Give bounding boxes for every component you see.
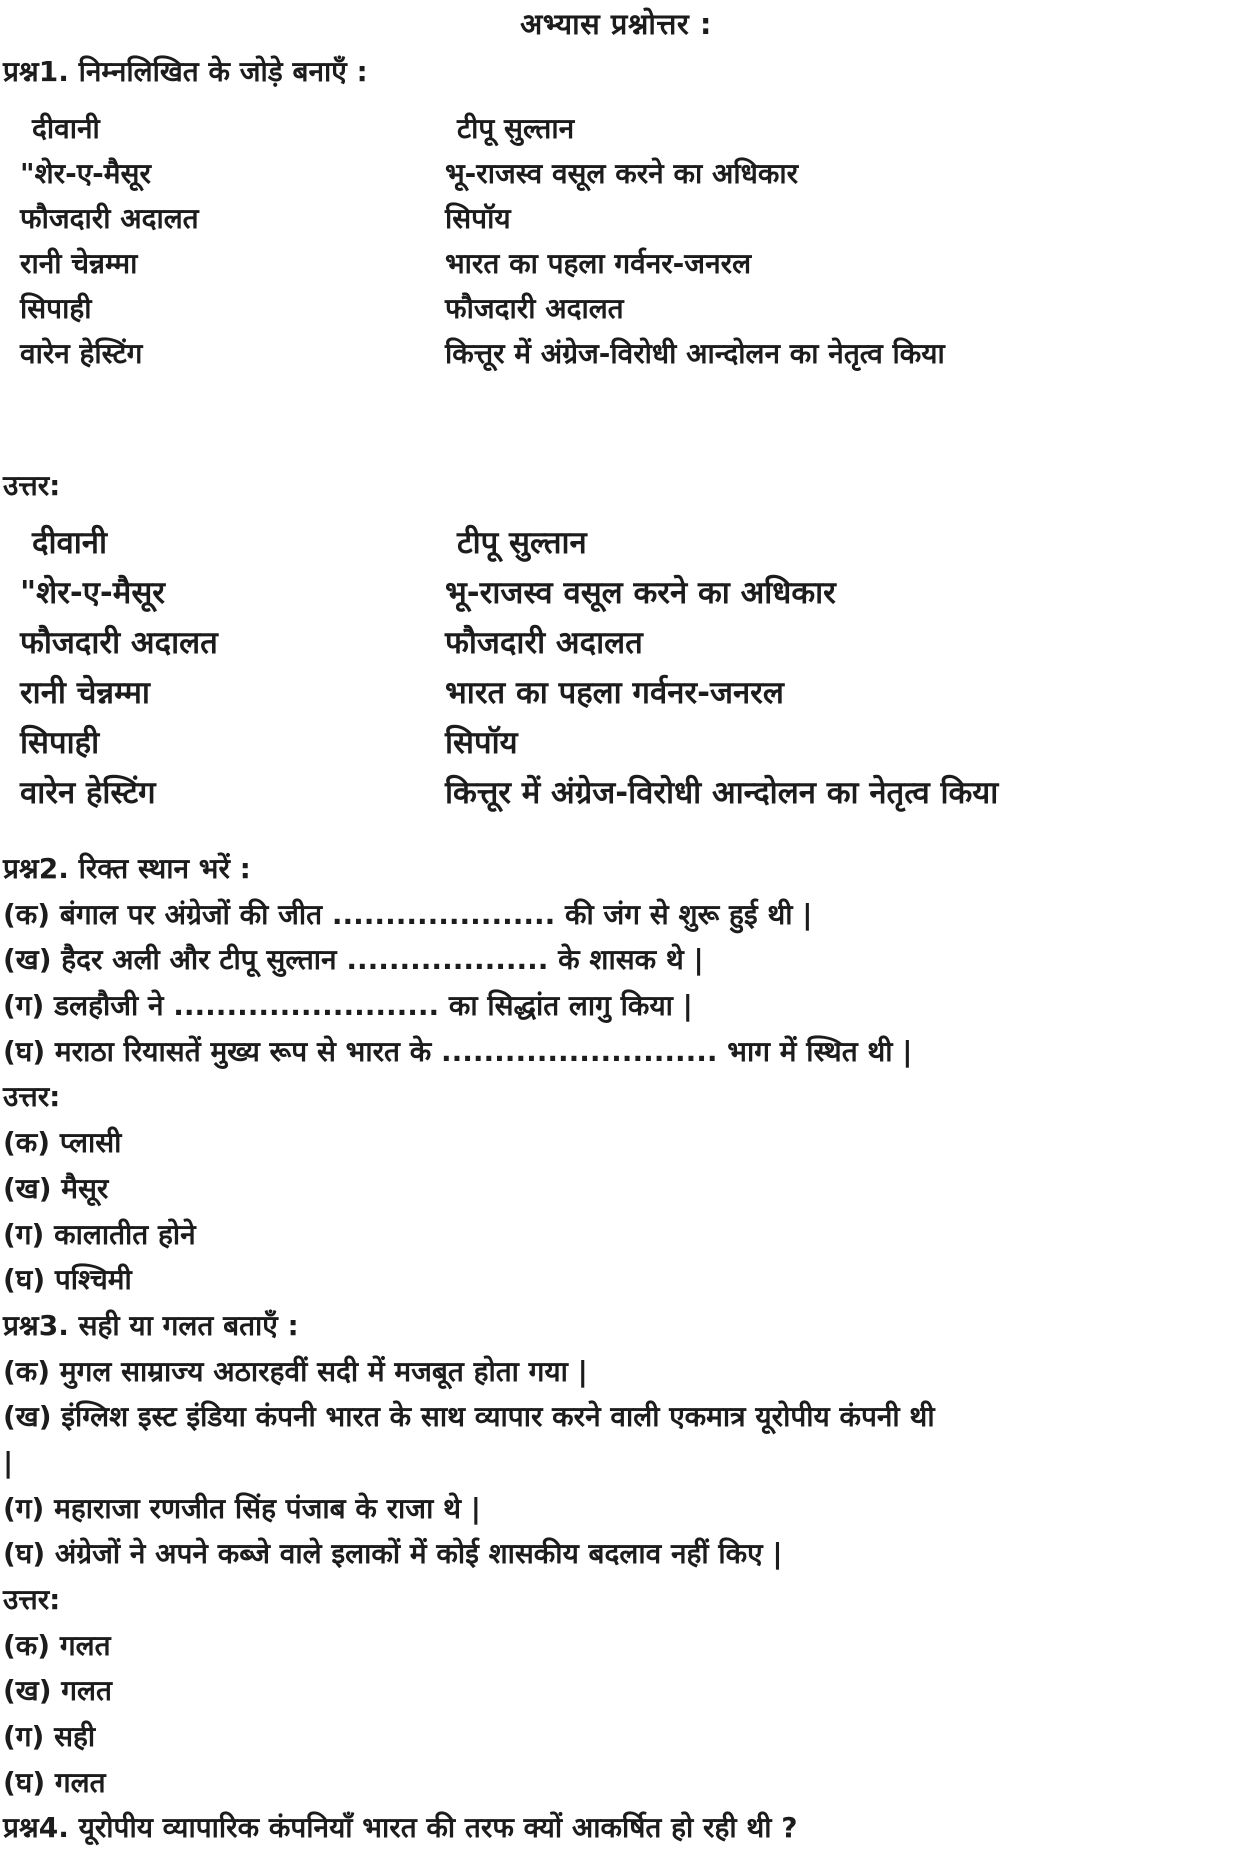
q3-answer-label: उत्तर: <box>3 1583 61 1616</box>
q2-answer-b: (ख) मैसूर <box>3 1171 109 1205</box>
match-left: फौजदारी अदालत <box>20 625 218 661</box>
match-right: कित्तूर में अंग्रेज-विरोधी आन्दोलन का नेतृत्व किया <box>445 775 999 811</box>
q4-heading: प्रश्न4. यूरोपीय व्यापारिक कंपनियाँ भारत की तरफ क्यों आकर्षित हो रही थी ? <box>3 1811 798 1845</box>
answer-match-row <box>20 568 1257 618</box>
match-right: भू-राजस्व वसूल करने का अधिकार <box>445 575 836 611</box>
page-title: अभ्यास प्रश्नोत्तर : <box>520 7 712 41</box>
match-right: सिपॉय <box>445 725 518 761</box>
match-right: भारत का पहला गर्वनर-जनरल <box>445 675 784 711</box>
match-left: "शेर-ए-मैसूर <box>20 575 165 611</box>
q3-statement-d: (घ) अंग्रेजों ने अपने कब्जे वाले इलाकों में कोई शासकीय बदलाव नहीं किए | <box>3 1537 783 1571</box>
answer-match-row <box>20 518 1257 568</box>
q2-blank-a: (क) बंगाल पर अंग्रेजों की जीत ..................... की जंग से शुरू हुई थी | <box>3 897 813 931</box>
q2-blank-b: (ख) हैदर अली और टीपू सुल्तान ................... के शासक थे | <box>3 943 704 977</box>
match-row <box>20 151 1257 196</box>
match-left: दीवानी <box>32 525 107 561</box>
q2-blank-c: (ग) डलहौजी ने ......................... का सिद्धांत लागु किया | <box>3 989 693 1023</box>
answer-match-row <box>20 668 1257 718</box>
q1-answer-list <box>20 518 1257 818</box>
q3-answer-d: (घ) गलत <box>3 1765 106 1799</box>
match-right: भारत का पहला गर्वनर-जनरल <box>445 247 752 280</box>
match-left: रानी चेन्नम्मा <box>20 247 138 280</box>
answer-match-row <box>20 768 1257 818</box>
answer-match-row <box>20 718 1257 768</box>
match-right: टीपू सुल्तान <box>457 112 575 145</box>
match-row <box>20 331 1257 376</box>
match-left: रानी चेन्नम्मा <box>20 675 150 711</box>
q2-answer-label: उत्तर: <box>3 1080 61 1114</box>
q3-answer-b: (ख) गलत <box>3 1674 112 1708</box>
q3-statement-c: (ग) महाराजा रणजीत सिंह पंजाब के राजा थे | <box>3 1491 481 1525</box>
q3-statement-b-overflow-danda: | <box>3 1445 14 1479</box>
match-left: "शेर-ए-मैसूर <box>20 157 151 190</box>
match-right: फौजदारी अदालत <box>445 625 643 661</box>
q2-answer-c: (ग) कालातीत होने <box>3 1217 196 1251</box>
q1-match-list <box>20 106 1257 376</box>
q1-answer-label: उत्तर: <box>3 469 61 502</box>
match-right: कित्तूर में अंग्रेज-विरोधी आन्दोलन का नेतृत्व किया <box>445 337 945 370</box>
q3-statement-a: (क) मुगल साम्राज्य अठारहवीं सदी में मजबूत होता गया | <box>3 1354 588 1388</box>
match-left: सिपाही <box>20 725 100 761</box>
q2-answer-a: (क) प्लासी <box>3 1126 122 1160</box>
match-right: सिपॉय <box>445 202 511 235</box>
match-right: फौजदारी अदालत <box>445 292 624 325</box>
q3-heading: प्रश्न3. सही या गलत बताएँ : <box>3 1308 299 1342</box>
q2-heading: प्रश्न2. रिक्त स्थान भरें : <box>3 852 251 885</box>
q3-statement-b: (ख) इंग्लिश इस्ट इंडिया कंपनी भारत के साथ व्यापार करने वाली एकमात्र यूरोपीय कंपनी थी <box>3 1400 935 1434</box>
match-row <box>20 241 1257 286</box>
match-left: वारेन हेस्टिंग <box>20 337 143 370</box>
q2-blank-d: (घ) मराठा रियासतें मुख्य रूप से भारत के .......................... भाग में स्थित थी | <box>3 1034 913 1068</box>
q3-answer-a: (क) गलत <box>3 1628 111 1662</box>
match-row <box>20 286 1257 331</box>
questions-body <box>3 846 1253 1851</box>
match-left: फौजदारी अदालत <box>20 202 199 235</box>
q2-answer-d: (घ) पश्चिमी <box>3 1263 132 1297</box>
match-left: दीवानी <box>32 112 100 145</box>
q3-answer-c: (ग) सही <box>3 1720 96 1754</box>
match-row <box>20 106 1257 151</box>
match-left: वारेन हेस्टिंग <box>20 775 156 811</box>
match-left: सिपाही <box>20 292 92 325</box>
q1-heading: प्रश्न1. निम्नलिखित के जोड़े बनाएँ : <box>3 55 368 88</box>
answer-match-row <box>20 618 1257 668</box>
match-right: टीपू सुल्तान <box>457 525 587 561</box>
match-row <box>20 196 1257 241</box>
match-right: भू-राजस्व वसूल करने का अधिकार <box>445 157 799 190</box>
